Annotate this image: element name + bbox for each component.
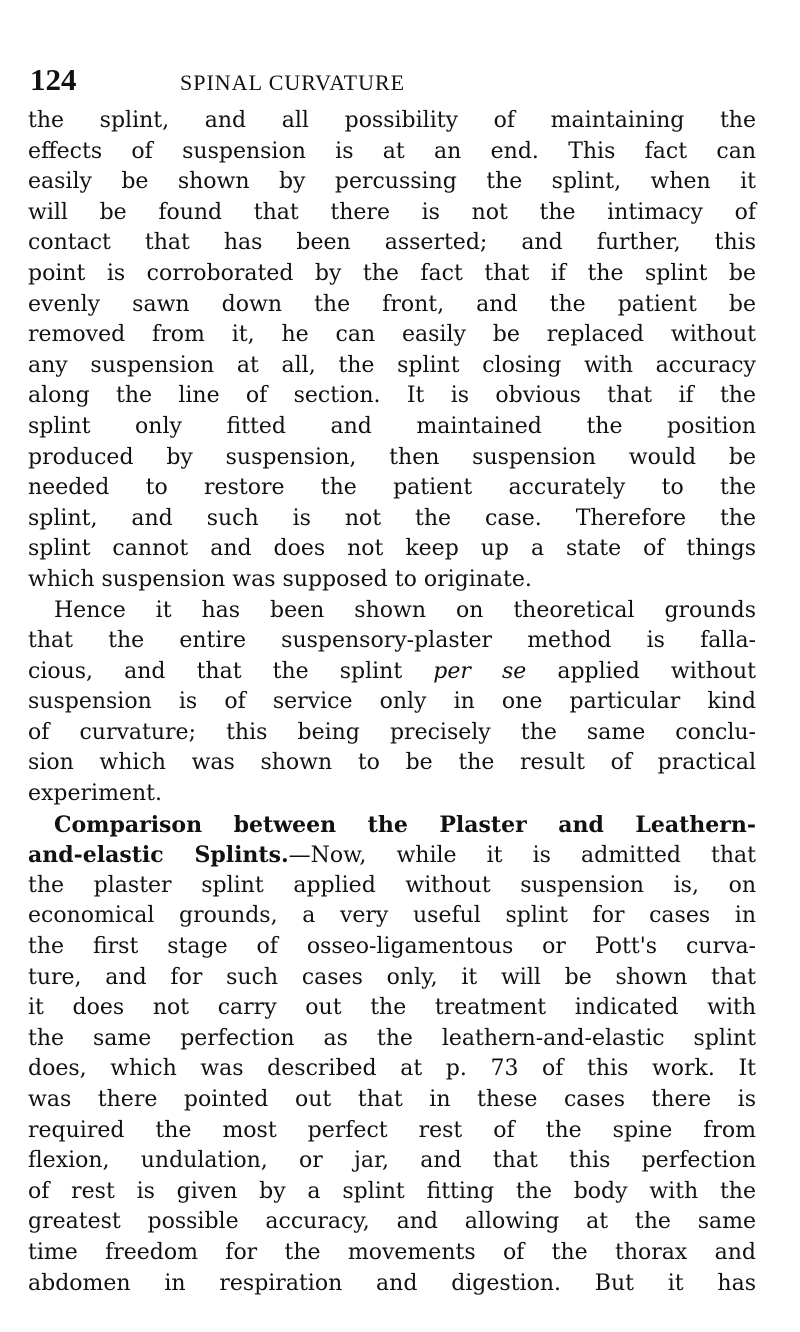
text-line: needed to restore the patient accurately to the	[28, 475, 756, 501]
text-line: removed from it, he can easily be replaced without	[28, 322, 756, 348]
text-line: greatest possible accuracy, and allowing at the same	[28, 1209, 756, 1235]
text-line: which suspension was supposed to originate.	[28, 566, 532, 592]
text-line: any suspension at all, the splint closing with accuracy	[28, 352, 756, 378]
text-line: economical grounds, a very useful splint for cases in	[28, 903, 756, 929]
text-line: the same perfection as the leathern-and-elastic splint	[28, 1025, 756, 1051]
running-head: SPINAL CURVATURE	[180, 70, 406, 95]
text-line: suspension is of service only in one particular kind	[28, 689, 756, 715]
text-line-with-italic	[28, 657, 756, 688]
text-line: splint, and such is not the case. Therefore the	[28, 505, 756, 531]
text-line: splint only fitted and maintained the position	[28, 413, 756, 439]
text-line: experiment.	[28, 781, 162, 807]
text-line: along the line of section. It is obvious that if the	[28, 383, 756, 409]
section-heading-end: and-elastic Splints.	[28, 842, 289, 869]
text-line: abdomen in respiration and digestion. But it has	[28, 1270, 756, 1296]
text-line: point is corroborated by the fact that if the splint be	[28, 260, 756, 286]
text-line: flexion, undulation, or jar, and that this perfection	[28, 1148, 756, 1174]
text-line: contact that has been asserted; and further, this	[28, 230, 756, 256]
text-line: splint cannot and does not keep up a state of things	[28, 536, 756, 562]
text-line: required the most perfect rest of the spine from	[28, 1117, 756, 1143]
body-text	[28, 106, 756, 1299]
text-line: the first stage of osseo-ligamentous or Pott's curva-	[28, 934, 756, 960]
text-line: of rest is given by a splint fitting the body with the	[28, 1178, 756, 1204]
text-line: it does not carry out the treatment indicated with	[28, 995, 756, 1021]
text-line: easily be shown by percussing the splint, when it	[28, 169, 756, 195]
text-line: Hence it has been shown on theoretical grounds	[54, 597, 756, 623]
text-line-with-heading	[28, 840, 756, 871]
section-heading: Comparison between the Plaster and Leathern-	[54, 811, 756, 838]
text-line: evenly sawn down the front, and the patient be	[28, 291, 756, 317]
text-line: time freedom for the movements of the thorax and	[28, 1239, 756, 1265]
text-line: that the entire suspensory-plaster method is falla-	[28, 628, 756, 654]
page-header	[30, 62, 750, 102]
page-number: 124	[30, 62, 77, 97]
text-fragment: —Now, while it is admitted that	[288, 843, 756, 869]
text-line: the plaster splint applied without suspension is, on	[28, 872, 756, 898]
text-line: the splint, and all possibility of maintaining the	[28, 108, 756, 133]
text-line: was there pointed out that in these cases there is	[28, 1087, 756, 1112]
text-fragment: cious, and that the splint	[28, 658, 403, 684]
text-line: effects of suspension is at an end. This fact can	[28, 138, 756, 164]
text-line: sion which was shown to be the result of practical	[28, 750, 756, 776]
text-line: of curvature; this being precisely the same conclu-	[28, 719, 756, 745]
text-line: does, which was described at p. 73 of this work. It	[28, 1056, 756, 1082]
text-line: ture, and for such cases only, it will be shown that	[28, 964, 756, 990]
text-fragment: applied without	[557, 658, 756, 684]
text-line: produced by suspension, then suspension would be	[28, 444, 756, 470]
text-line: will be found that there is not the intimacy of	[28, 199, 756, 225]
italic-phrase: per se	[433, 658, 527, 684]
